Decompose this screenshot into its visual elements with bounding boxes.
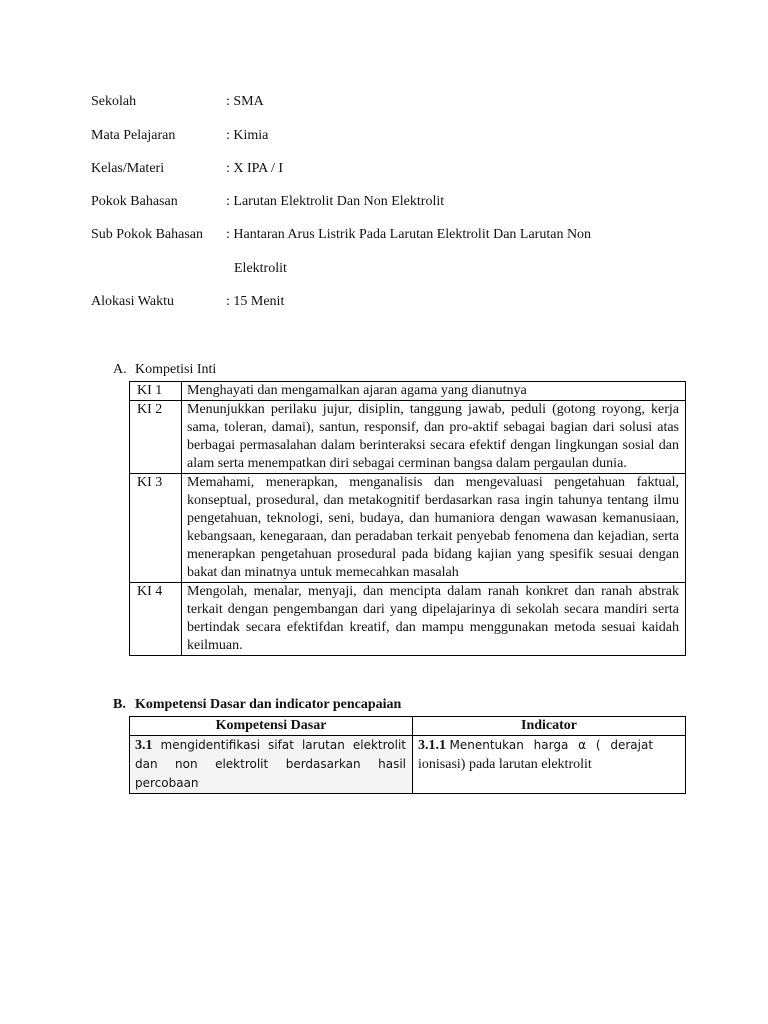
kompetensi-dasar-table: [129, 716, 686, 794]
info-value: : SMA: [226, 94, 264, 109]
ki-code: KI 4: [130, 583, 182, 656]
section-a-title: Kompetisi Inti: [135, 362, 217, 377]
kd-text: mengidentifikasi sifat larutan elektrolit dan non elektrolit berdasarkan hasil percobaan: [135, 738, 406, 790]
info-value-continuation: Elektrolit: [234, 261, 287, 276]
info-label: Pokok Bahasan: [91, 194, 178, 209]
info-value: : Kimia: [226, 128, 269, 143]
info-row-kelas-materi: [91, 159, 691, 179]
kd-cell: [130, 736, 413, 794]
info-value: : X IPA / I: [226, 161, 284, 176]
section-a-heading: [113, 361, 216, 379]
indicator-number: 3.1.1: [418, 738, 446, 753]
column-header-indicator: Indicator: [413, 717, 686, 736]
ki-text: Menghayati dan mengamalkan ajaran agama yang dianutnya: [182, 382, 686, 401]
info-label: Sub Pokok Bahasan: [91, 227, 203, 242]
column-header-kompetensi-dasar: Kompetensi Dasar: [130, 717, 413, 736]
ki-text: Memahami, menerapkan, menganalisis dan mengevaluasi pengetahuan faktual, konseptual, prosedural, dan metakognitif berdasarkan rasa ingin tahunya tentang ilmu pengetahuan, teknologi, seni, budaya, dan humaniora dengan wawasan kemanusiaan, kebangsaan, kenegaraan, dan peradaban terkait penyebab fenomena dan kejadian, serta menerapkan pengetahuan prosedural pada bidang kajian yang spesifik sesuai dengan bakat dan minatnya untuk memecahkan masalah: [182, 474, 686, 583]
ki-code: KI 1: [130, 382, 182, 401]
info-row-sub-pokok-bahasan: [91, 225, 691, 245]
info-value: : Larutan Elektrolit Dan Non Elektrolit: [226, 194, 445, 209]
table-row: [130, 736, 686, 794]
info-row-mata-pelajaran: [91, 126, 691, 146]
kd-number: 3.1: [135, 738, 153, 753]
ki-code: KI 3: [130, 474, 182, 583]
info-value: : 15 Menit: [226, 294, 285, 309]
info-label: Kelas/Materi: [91, 161, 165, 176]
section-b-letter: B.: [113, 697, 126, 712]
info-label: Sekolah: [91, 94, 137, 109]
ki-code: KI 2: [130, 401, 182, 474]
kompetensi-inti-table: [129, 381, 686, 656]
indicator-cell: [413, 736, 686, 794]
ki-text: Mengolah, menalar, menyaji, dan mencipta dalam ranah konkret dan ranah abstrak terkait dengan pengembangan dari yang dipelajarinya di sekolah secara mandiri serta bertindak secara efektifdan kreatif, dan mampu menggunakan metoda sesuai kaidah keilmuan.: [182, 583, 686, 656]
section-a-letter: A.: [113, 362, 127, 377]
indicator-text-a: Menentukan harga α ( derajat: [449, 738, 654, 752]
table-row: [130, 382, 686, 401]
section-b-heading: [113, 696, 401, 714]
table-row: [130, 583, 686, 656]
table-row: [130, 474, 686, 583]
ki-text: Menunjukkan perilaku jujur, disiplin, tanggung jawab, peduli (gotong royong, kerja sama, toleran, damai), santun, responsif, dan pro-aktif sebagai bagian dari solusi atas berbagai permasalahan dalam berinteraksi secara efektif dengan lingkungan sosial dan alam serta menempatkan diri sebagai cerminan bangsa dalam pergaulan dunia.: [182, 401, 686, 474]
info-label: Alokasi Waktu: [91, 294, 174, 309]
indicator-text-b: ionisasi) pada larutan elektrolit: [418, 757, 592, 772]
info-row-sekolah: [91, 92, 691, 112]
section-b-title: Kompetensi Dasar dan indicator pencapaian: [135, 697, 402, 712]
info-label: Mata Pelajaran: [91, 128, 176, 143]
info-row-alokasi-waktu: [91, 292, 691, 312]
info-row-sub-pokok-continuation: [91, 259, 691, 279]
table-row: [130, 401, 686, 474]
info-row-pokok-bahasan: [91, 192, 691, 212]
info-value: : Hantaran Arus Listrik Pada Larutan Elektrolit Dan Larutan Non: [226, 227, 592, 242]
table-header-row: [130, 717, 686, 736]
